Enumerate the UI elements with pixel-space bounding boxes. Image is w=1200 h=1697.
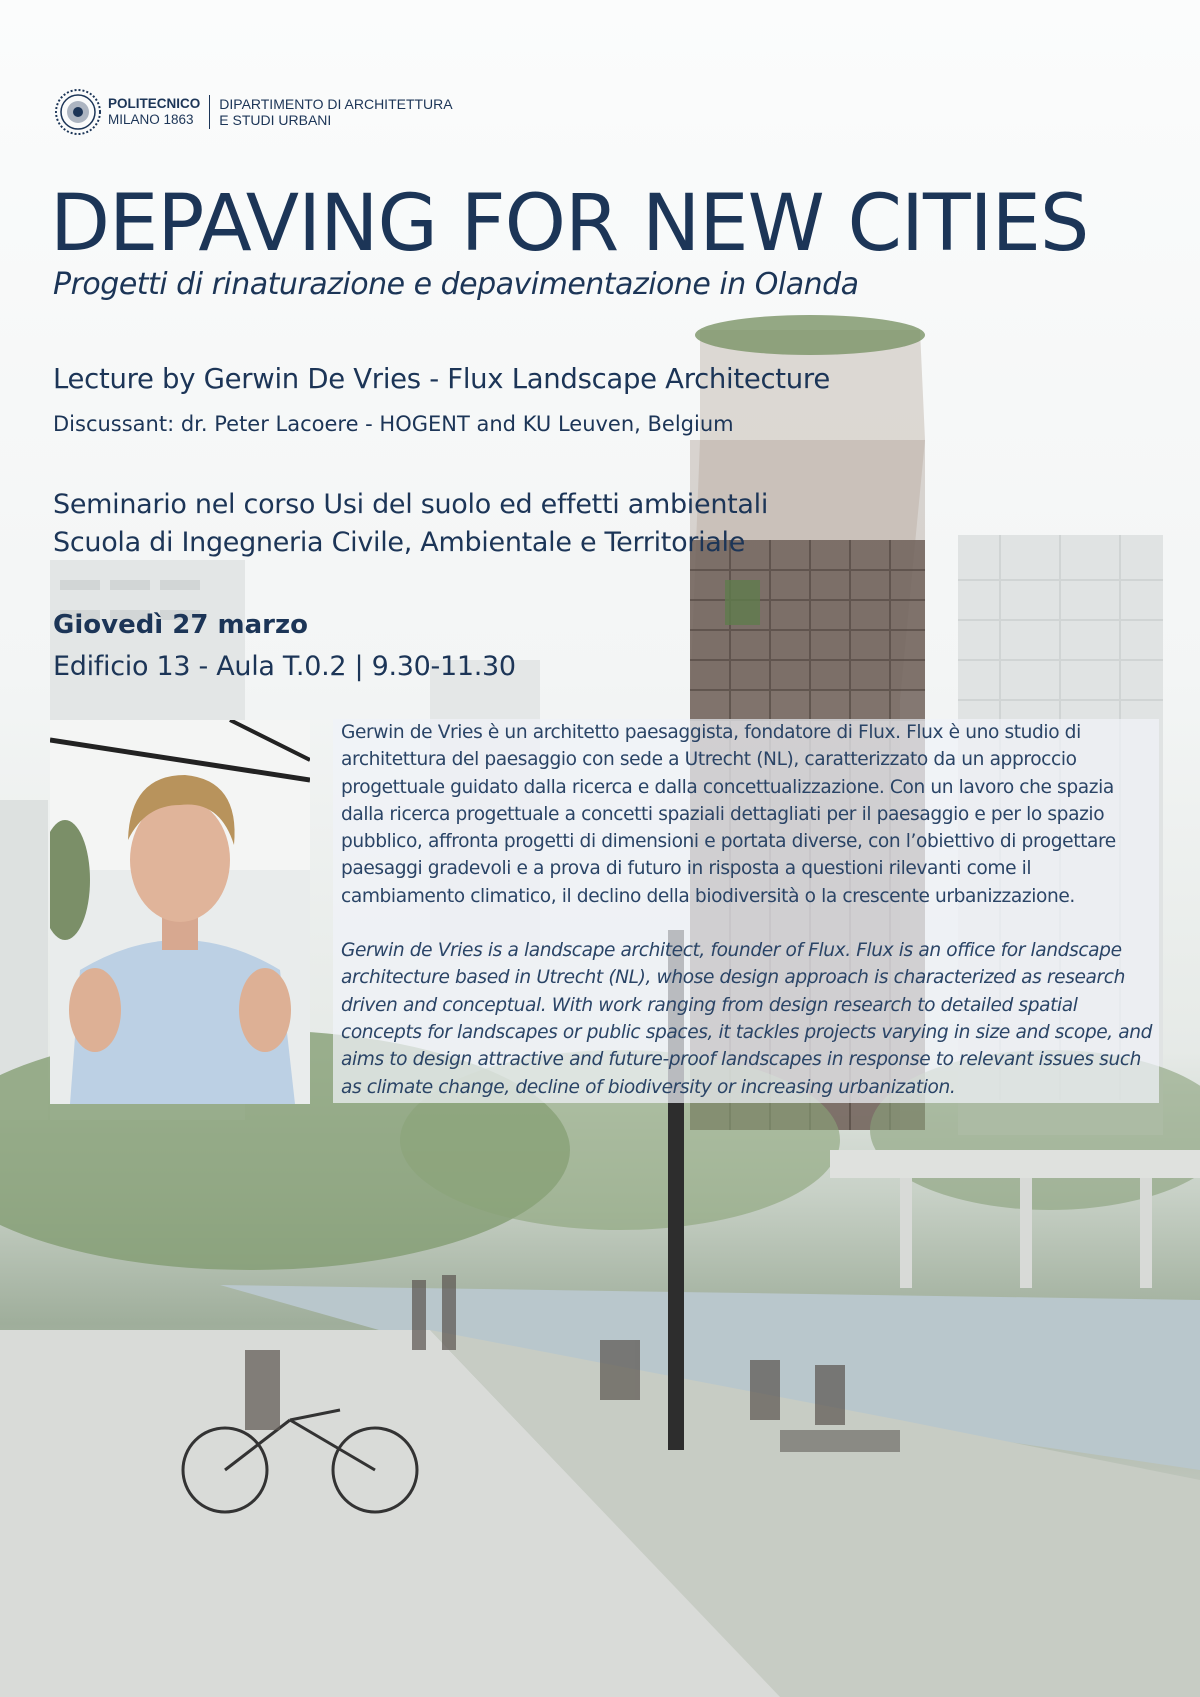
institution-line2: MILANO 1863 xyxy=(108,112,194,127)
tower-roof-garden xyxy=(695,315,925,355)
page-title: DEPAVING FOR NEW CITIES xyxy=(50,179,1089,269)
speaker-bio xyxy=(333,719,1159,1103)
bench xyxy=(780,1430,900,1452)
department-line2: E STUDI URBANI xyxy=(219,112,332,128)
institution-name xyxy=(108,96,200,128)
logo-divider xyxy=(209,95,210,129)
lecture-line: Lecture by Gerwin De Vries - Flux Landscape Architecture xyxy=(53,363,830,395)
event-date: Giovedì 27 marzo xyxy=(53,610,308,640)
tower-green-window xyxy=(725,580,760,625)
speaker-portrait xyxy=(50,720,310,1104)
discussant-line: Discussant: dr. Peter Lacoere - HOGENT and KU Leuven, Belgium xyxy=(53,412,734,436)
institution-line1: POLITECNICO xyxy=(108,96,201,111)
seminar-info xyxy=(53,486,768,562)
event-place: Edificio 13 - Aula T.0.2 | 9.30-11.30 xyxy=(53,651,516,682)
seminar-line2: Scuola di Ingegneria Civile, Ambientale e Territoriale xyxy=(53,527,746,558)
seal-icon xyxy=(54,88,102,136)
bio-italian: Gerwin de Vries è un architetto paesaggista, fondatore di Flux. Flux è uno studio di architettura del paesaggio con sede a Utrecht (NL), caratterizzato da un approccio progettuale guidato dalla ricerca e dalla concettualizzazione. Con un lavoro che spazia dalla ricerca progettuale a concetti spaziali dettagliati per il paesaggio e per lo spazio pubblico, affronta progetti di dimensioni e portata diverse, con l’obiettivo di progettare paesaggi gradevoli e a prova di futuro in risposta a questioni rilevanti come il cambiamento climatico, il declino della biodiversità o la crescente urbanizzazione. xyxy=(341,722,1116,907)
department-name xyxy=(219,96,452,128)
bio-english: Gerwin de Vries is a landscape architect, founder of Flux. Flux is an office for landscape architecture based in Utrecht (NL), whose design approach is characterized as research driven and conceptual. With work ranging from design research to detailed spatial concepts for landscapes or public spaces, it tackles projects varying in size and scope, and aims to design attractive and future-proof landscapes in response to relevant issues such as climate change, decline of biodiversity or increasing urbanization. xyxy=(341,940,1153,1098)
page-subtitle: Progetti di rinaturazione e depavimentazione in Olanda xyxy=(53,267,859,302)
institution-logo xyxy=(54,88,453,136)
seminar-line1: Seminario nel corso Usi del suolo ed effetti ambientali xyxy=(53,489,769,520)
department-line1: DIPARTIMENTO DI ARCHITETTURA xyxy=(219,96,453,112)
pergola-roof xyxy=(830,1150,1200,1178)
